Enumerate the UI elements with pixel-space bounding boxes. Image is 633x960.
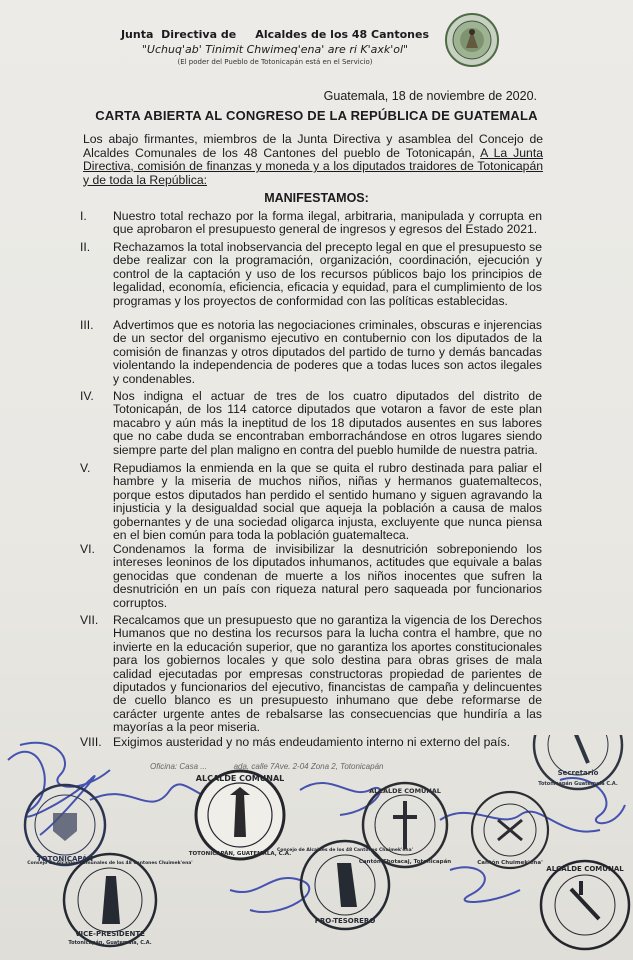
item-number: VII. (80, 613, 99, 627)
intro-text: Los abajo firmantes, miembros de la Junta Directiva y asamblea del Concejo de Alcaldes Comunales de los 48 Cantones del pueblo de Totonicapán, (83, 132, 543, 160)
list-item (80, 462, 542, 542)
stamp-secretario (495, 735, 633, 789)
item-number: III. (80, 318, 94, 332)
list-item (80, 210, 542, 237)
organization-seal-icon (444, 12, 500, 68)
intro-paragraph (83, 133, 543, 187)
stamp-label: VICE-PRESIDENTE (75, 930, 145, 938)
letterhead (110, 28, 440, 66)
item-text: Advertimos que es notoria las negociaciones criminales, obscuras e injerencias de un sector del organismo ejecutivo en contubernio con los diputados de la comisión de finanzas y otros diputados del partido de turno y demás bancadas violentando la independencia de poderes que a todas luces son actos ilegales y condenables. (113, 318, 542, 386)
section-heading: MANIFESTAMOS: (264, 191, 369, 205)
intro-addressees: A La Junta Directiva, comisión de finanzas y moneda y a los diputados traidores de Totonicapán y de toda la República: (83, 145, 543, 187)
stamp-label: TOTONICAPÁN (36, 855, 94, 863)
item-number: VIII. (80, 735, 102, 749)
stamp-label: ALCALDE COMUNAL (546, 865, 624, 873)
document-title: CARTA ABIERTA AL CONGRESO DE LA REPÚBLICA DE GUATEMALA (95, 108, 538, 123)
item-number: V. (80, 461, 91, 475)
stamp-ring-text: Concejo de Alcaldes de los 48 Cantones Chuimek'ena' (276, 848, 414, 853)
list-item (80, 390, 542, 457)
item-number: IV. (80, 389, 94, 403)
stamp-sublabel: TOTONICAPÁN, GUATEMALA, C.A. (188, 851, 292, 857)
stamp-alcalde-comunal-2 (541, 861, 629, 949)
stamp-ring-text: Consejo de Alcaldes Comunales de los 48 Cantones Chuimek'ena' (27, 861, 193, 866)
item-text: Exigimos austeridad y no más endeudamiento interno ni externo del país. (113, 735, 511, 749)
item-text: Nos indigna el actuar de tres de los cuatro diputados del distrito de Totonicapán, de los 114 catorce diputados que votaron a favor de este plan macabro y aún más la ineptitud de los 18 diputados ausentes en sus labores que no cabe duda se encontraban emborrachándose en otros lugares siendo siempre parte del plan maligno en contra del pueblo humilde de nuestra patria. (113, 389, 542, 457)
stamp-alcalde-comunal (189, 771, 292, 859)
item-number: VI. (80, 542, 95, 556)
stamp-label: ALCALDE COMUNAL (195, 774, 285, 783)
list-item (80, 543, 542, 610)
stamp-canton-chotacaj (359, 783, 451, 867)
list-item (80, 614, 542, 735)
stamp-label: Secretario (557, 769, 599, 777)
stamp-pro-tesorero (277, 841, 413, 929)
item-text: Nuestro total rechazo por la forma ilegal, arbitraria, manipulada y corrupta en que aprobaron el presupuesto general de ingresos y egresos del Estado 2021. (113, 209, 542, 237)
letterhead-motto: "Uchuq'ab' Tinimit Chwimeq'ena' are ri K'axk'ol" (141, 43, 409, 56)
list-item (80, 319, 542, 386)
place-and-date: Guatemala, 18 de noviembre de 2020. (323, 89, 537, 103)
stamp-label: ALCALDE COMUNAL (369, 787, 441, 795)
stamp-sublabel: Cantón Chotacaj, Totonicapán (358, 859, 452, 865)
stamp-label: PRO-TESORERO (314, 917, 376, 925)
item-text: Recalcamos que un presupuesto que no garantiza la vigencia de los Derechos Humanos que no destina los recursos para la lucha contra el hambre, que no invierte en la educación superior, que no garantiza los aportes constitucionales para los gobiernos locales y que solo destina para obras grises de mala calidad ejecutadas por empresas constructoras propiedad de parientes de diputados y funcionarios del ejecutivo, financistas de campaña y delincuentes de cuello blanco es un presupuesto inhumano que debe reformarse de carácter urgente antes de rebalsarse las consecuencias que hundiría a las mayorías a la peor miseria. (113, 613, 542, 735)
letterhead-translation: (El poder del Pueblo de Totonicapán está en el Servicio) (177, 58, 373, 66)
item-text: Condenamos la forma de invisibilizar la desnutrición sobreponiendo los intereses leoninos de los diputados inhumanos, actitudes que equivale a balas genocidas que condenan de muerte a los niños inocentes que sufren la desnutrición en un país con riqueza natural pero saqueada por funcionarios corruptos. (113, 542, 542, 610)
item-number: II. (80, 240, 91, 254)
stamp-sublabel: Totonicapán, Guatemala, C.A. (68, 940, 152, 946)
signatures-and-stamps (0, 735, 633, 960)
office-address: Oficina: Casa ... ada, calle 7Ave. 2-04 Zona 2, Totonicapán (150, 762, 384, 771)
stamp-totonicapan (25, 785, 105, 865)
stamp-vice-presidente (27, 854, 192, 946)
stamp-canton-chuimekena (472, 792, 548, 868)
item-number: I. (80, 209, 87, 223)
list-item (80, 241, 542, 308)
stamp-sublabel: Totonicapán Guatemala C.A. (538, 781, 618, 787)
stamp-label: Cantón Chuimek'ena' (477, 860, 543, 866)
item-text: Rechazamos la total inobservancia del precepto legal en que el presupuesto se debe realizar con la programación, organización, coordinación, ejecución y control de la captación y uso de los recursos públicos bajo los principios de legalidad, economía, eficiencia, eficacia y equidad, para el cumplimiento de los programas y los proyectos de conformidad con las políticas establecidas. (113, 240, 542, 308)
letterhead-org: Junta Directiva de Alcaldes de los 48 Cantones (120, 28, 430, 41)
item-text: Repudiamos la enmienda en la que se quita el rubro destinada para paliar el hambre y la miseria de muchos niños, niñas y hermanos guatemaltecos, porque estos diputados han perdido el sentido humano y siguen agravando la injusticia y la desigualdad social que aqueja la población a causa de malos gobernantes y de una sociedad oligarca injusta, excluyente que nunca piensa en el bien común para toda la población guatemalteca. (113, 461, 542, 543)
signature-scribble (8, 743, 625, 912)
